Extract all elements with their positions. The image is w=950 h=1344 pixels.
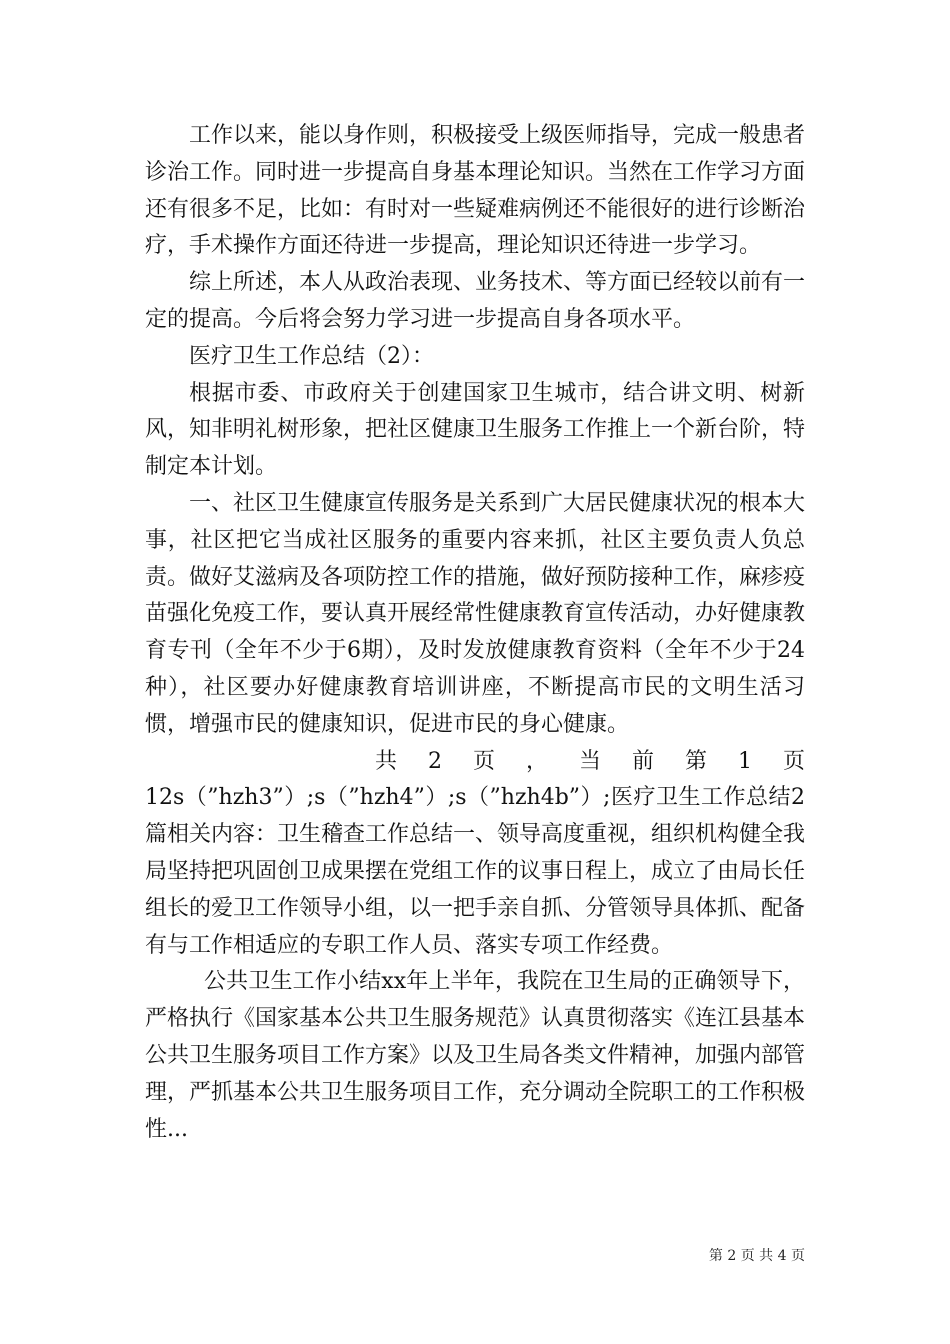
paragraph-work-summary: 工作以来，能以身作则，积极接受上级医师指导，完成一般患者诊治工作。同时进一步提高自身基本理论知识。当然在工作学习方面还有很多不足，比如：有时对一些疑难病例还不能很好的进行诊断治疗，手术操作方面还待进一步提高，理论知识还待进一步学习。	[145, 123, 806, 259]
page-indicator-part: 前	[631, 748, 654, 774]
page-footer: 第 2 页 共 4 页	[708, 1248, 805, 1264]
page-indicator-part: 页	[472, 748, 495, 774]
paragraph-plan-intro: 根据市委、市政府关于创建国家卫生城市，结合讲文明、树新风，知非明礼树形象，把社区健康卫生服务工作推上一个新台阶，特制定本计划。	[145, 380, 806, 480]
page-indicator-part: 当	[578, 748, 601, 774]
page-indicator-part: 2	[428, 748, 442, 774]
paragraph-public-health: 公共卫生工作小结xx年上半年，我院在卫生局的正确领导下，严格执行《国家基本公共卫生服务规范》认真贯彻落实《连江县基本公共卫生服务项目工作方案》以及卫生局各类文件精神，加强内部管理，严抓基本公共卫生服务项目工作，充分调动全院职工的工作积极性...	[145, 969, 806, 1142]
document-body	[145, 118, 805, 1148]
page-indicator-part: 页	[782, 748, 805, 774]
paragraph-conclusion: 综上所述，本人从政治表现、业务技术、等方面已经较以前有一定的提高。今后将会努力学习进一步提高自身各项水平。	[145, 270, 806, 332]
page-indicator-part: 共	[375, 748, 398, 774]
page-indicator-part: ，	[525, 748, 548, 774]
page-indicator-part: 1	[737, 748, 752, 774]
page-indicator	[145, 744, 805, 781]
page-indicator-part: 第	[684, 748, 707, 774]
paragraph-related-content: 12s（”hzh3”）;s（”hzh4”）;s（”hzh4b”）;医疗卫生工作总结2篇相关内容：卫生稽查工作总结一、领导高度重视，组织机构健全我局坚持把巩固创卫成果摆在党组工作的议事日程上，成立了由局长任组长的爱卫工作领导小组，以一把手亲自抓、分管领导具体抓、配备有与工作相适应的专职工作人员、落实专项工作经费。	[145, 785, 806, 958]
section-heading: 医疗卫生工作总结（2）：	[189, 343, 434, 369]
paragraph-health-promotion: 一、社区卫生健康宣传服务是关系到广大居民健康状况的根本大事，社区把它当成社区服务的重要内容来抓，社区主要负责人负总责。做好艾滋病及各项防控工作的措施，做好预防接种工作，麻疹疫苗强化免疫工作，要认真开展经常性健康教育宣传活动，办好健康教育专刊（全年不少于6期），及时发放健康教育资料（全年不少于24种），社区要办好健康教育培训讲座，不断提高市民的文明生活习惯，增强市民的健康知识，促进市民的身心健康。	[145, 490, 806, 737]
